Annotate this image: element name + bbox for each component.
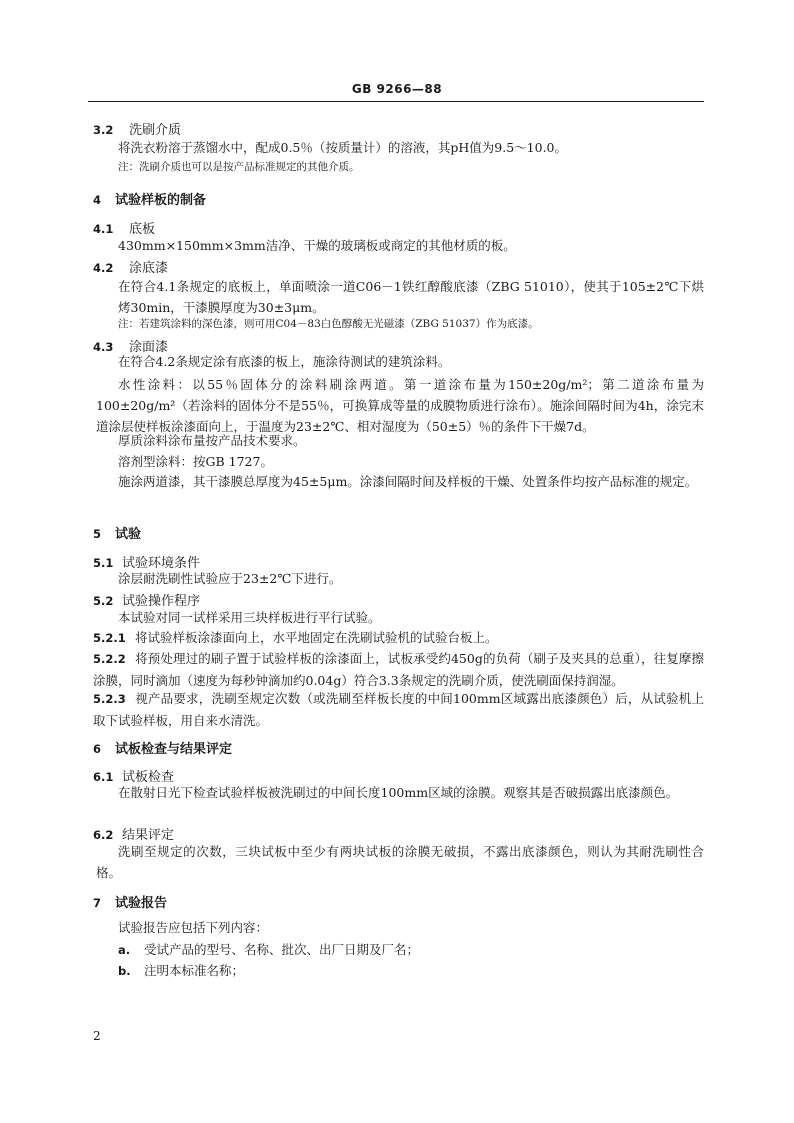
section-title: 试验样板的制备 xyxy=(115,193,207,208)
section-5-heading xyxy=(93,523,141,542)
section-number: 4.2 xyxy=(93,261,114,275)
paragraph: 涂层耐洗刷性试验应于23±2℃下进行。 xyxy=(118,571,342,586)
section-title: 洗刷介质 xyxy=(129,123,182,138)
section-title: 试板检查与结果评定 xyxy=(115,742,233,757)
section-number: 5.1 xyxy=(93,556,114,570)
page-header: GB 9266—88 xyxy=(351,82,443,96)
header-rule xyxy=(88,101,704,102)
section-number: 5 xyxy=(93,527,102,541)
note: 注：若建筑涂料的深色漆，则可用C04－83白色醇酸无光磁漆（ZBG 51037）作为底漆。 xyxy=(118,318,539,330)
section-title: 试验环境条件 xyxy=(122,556,201,571)
paragraph: 将洗衣粉溶于蒸馏水中，配成0.5％（按质量计）的溶液，其pH值为9.5～10.0。 xyxy=(118,140,567,155)
section-title: 试验操作程序 xyxy=(122,594,201,609)
paragraph: 视产品要求，洗刷至规定次数（或洗刷至样板长度的中间100mm区域露出底漆颜色）后，从试验机上取下试验样板，用自来水清洗。 xyxy=(93,691,704,728)
section-title: 结果评定 xyxy=(122,828,175,843)
section-number: 5.2 xyxy=(93,594,114,608)
section-7-heading xyxy=(93,892,167,911)
section-number: 4 xyxy=(93,193,102,207)
paragraph: 在符合4.2条规定涂有底漆的板上，施涂待测试的建筑涂料。 xyxy=(118,354,451,369)
section-5-2-1 xyxy=(93,628,498,648)
section-4-1-heading xyxy=(93,218,155,237)
section-5-2-3 xyxy=(93,688,704,731)
note: 注：洗刷介质也可以是按产品标准规定的其他介质。 xyxy=(118,161,360,173)
section-number: 4.3 xyxy=(93,340,114,354)
paragraph: 施涂两道漆，其干漆膜总厚度为45±5μm。涂漆间隔时间及样板的干燥、处置条件均按产品标准的规定。 xyxy=(118,474,698,489)
section-number: 6.2 xyxy=(93,828,114,842)
section-title: 底板 xyxy=(129,222,156,237)
paragraph: 试验报告应包括下列内容： xyxy=(118,920,269,935)
list-marker: b. xyxy=(118,964,131,978)
paragraph: 在符合4.1条规定的底板上，单面喷涂一道C06－1铁红醇酸底漆（ZBG 51010），使其于105±2℃下烘烤30min，干漆膜厚度为30±3μm。 xyxy=(118,279,704,315)
list-item-text: 受试产品的型号、名称、批次、出厂日期及厂名； xyxy=(144,942,420,957)
page-number: 2 xyxy=(93,1029,101,1043)
list-marker: a. xyxy=(118,943,131,957)
section-number: 4.1 xyxy=(93,222,114,236)
list-item xyxy=(118,940,419,960)
section-number: 3.2 xyxy=(93,123,114,137)
paragraph: 洗刷至规定的次数，三块试板中至少有两块试板的涂膜无破损，不露出底漆颜色，则认为其耐洗刷性合格。 xyxy=(96,844,704,880)
paragraph: 厚质涂料涂布量按产品技术要求。 xyxy=(118,433,306,448)
section-title: 涂底漆 xyxy=(129,261,169,276)
paragraph: 在散射日光下检查试验样板被洗刷过的中间长度100mm区域的涂膜。观察其是否破损露出底漆颜色。 xyxy=(118,785,679,800)
paragraph: 本试验对同一试样采用三块样板进行平行试验。 xyxy=(118,610,381,625)
section-number: 6.1 xyxy=(93,770,114,784)
section-4-heading xyxy=(93,189,206,208)
section-4-2-heading xyxy=(93,257,168,276)
paragraph: 430mm×150mm×3mm洁净、干燥的玻璃板或商定的其他材质的板。 xyxy=(118,238,516,253)
section-number: 7 xyxy=(93,896,102,910)
section-5-2-heading xyxy=(93,590,200,609)
section-title: 试板检查 xyxy=(122,770,175,785)
section-title: 试验报告 xyxy=(115,896,168,911)
section-title: 试验 xyxy=(115,527,142,542)
section-number: 5.2.3 xyxy=(93,692,126,706)
section-6-heading xyxy=(93,738,232,757)
section-number: 5.2.2 xyxy=(93,652,126,666)
paragraph: 将试验样板涂漆面向上，水平地固定在洗刷试验机的试验台板上。 xyxy=(135,630,498,645)
section-title: 涂面漆 xyxy=(129,340,169,355)
section-5-2-2 xyxy=(93,648,704,691)
paragraph: 将预处理过的刷子置于试验样板的涂漆面上，试板承受约450g的负荷（刷子及夹具的总重），往复摩擦涂膜，同时滴加（速度为每秒钟滴加约0.04g）符合3.3条规定的洗刷介质，使洗刷面保持润湿。 xyxy=(93,651,704,688)
section-number: 5.2.1 xyxy=(93,631,126,645)
section-3-2-heading xyxy=(93,119,181,138)
section-number: 6 xyxy=(93,742,102,756)
paragraph: 溶剂型涂料：按GB 1727。 xyxy=(118,454,273,469)
paragraph: 水性涂料：以55％固体分的涂料刷涂两道。第一道涂布量为150±20g/m²；第二道涂布量为100±20g/m²（若涂料的固体分不是55％，可换算成等量的成膜物质进行涂布）。施涂间隔时间为4h，涂完末道涂层使样板涂漆面向上，于温度为23±2℃、相对湿度为（50±5）％的条件下干燥7d。 xyxy=(96,377,704,434)
list-item-text: 注明本标准名称； xyxy=(144,963,245,978)
list-item xyxy=(118,961,244,981)
